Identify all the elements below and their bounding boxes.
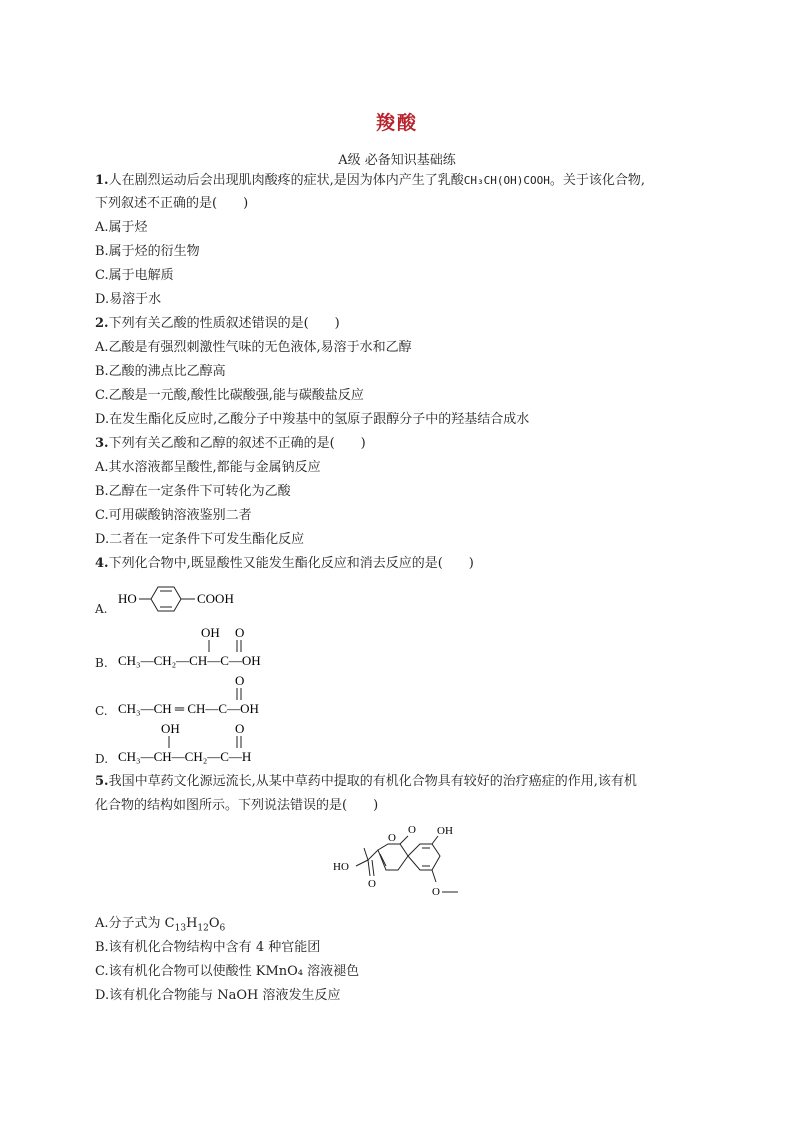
q4-option-d-label: D. [95, 752, 109, 766]
carbonyl-oxygen-label: O [235, 673, 245, 688]
double-bond-line [368, 860, 370, 876]
bond-line [368, 850, 378, 860]
q5-option-a-text-o: O [208, 916, 220, 931]
q1-option-a: A.属于烃 [95, 220, 148, 235]
carboxyl-label: COOH [197, 591, 234, 606]
carbonyl-oxygen-label: O [235, 625, 245, 640]
q1-option-c: C.属于电解质 [95, 268, 174, 283]
pyranone-ring [378, 844, 408, 870]
ring-double-bond [380, 854, 386, 866]
q2-option-b: B.乙酸的沸点比乙醇高 [95, 364, 226, 379]
q5-stem-line1 [95, 773, 637, 791]
q3-option-a: A.其水溶液都呈酸性,都能与金属钠反应 [95, 460, 321, 475]
hydroxy-label: OH [161, 721, 180, 736]
q3-option-c: C.可用碳酸钠溶液鉴别二者 [95, 508, 252, 523]
q4-stem-text: 下列化合物中,既显酸性又能发生酯化反应和消去反应的是( ) [108, 556, 474, 571]
methyl-bond [364, 848, 368, 860]
q2-number: 2. [95, 316, 109, 331]
q4-option-b-label: B. [95, 656, 108, 670]
q4-option-a-label: A. [95, 602, 108, 616]
q4-option-c-structure [115, 672, 315, 718]
q4-stem [95, 555, 474, 573]
bond-line [432, 870, 436, 882]
q5-option-a [95, 915, 225, 938]
acid-hydroxy-label: HO [333, 861, 349, 873]
q1-stem-line2: 下列叙述不正确的是( ) [95, 196, 249, 211]
q1-stem-text-a: 人在剧烈运动后会出现肌肉酸疼的症状,是因为体内产生了乳酸 [108, 173, 464, 188]
bond-line [432, 836, 438, 844]
q5-option-a-text-h: H [186, 916, 198, 931]
main-chain-label: CH₃—CH ═ CH—C—OH [118, 701, 259, 716]
q5-option-c: C.该有机化合物可以使酸性 KMnO₄ 溶液褪色 [95, 964, 360, 979]
page-title: 羧酸 [375, 112, 418, 134]
q4-option-a-structure [115, 582, 255, 618]
carbonyl-oxygen-label: O [408, 824, 416, 836]
q1-stem-line1 [95, 172, 645, 190]
q1-number: 1. [95, 173, 109, 188]
carbonyl-oxygen-label: O [235, 721, 245, 736]
q3-stem [95, 435, 366, 453]
q4-option-d-structure [115, 720, 315, 766]
q5-option-b: B.该有机化合物结构中含有 4 种官能团 [95, 940, 321, 955]
ring-oxygen-label: O [388, 832, 396, 844]
q2-option-d: D.在发生酯化反应时,乙酸分子中羧基中的氢原子跟醇分子中的羟基结合成水 [95, 412, 530, 427]
main-chain-label: CH₃—CH₂—CH—C—OH [118, 653, 261, 668]
subscript-hydrogen: 12 [197, 923, 209, 934]
q5-option-a-text: A.分子式为 C [95, 916, 175, 931]
subscript-carbon: 13 [174, 923, 187, 934]
subscript-oxygen: 6 [219, 923, 226, 934]
q3-option-d: D.二者在一定条件下可发生酯化反应 [95, 532, 305, 547]
q2-option-a: A.乙酸是有强烈刺激性气味的无色液体,易溶于水和乙醇 [95, 340, 412, 355]
q5-structure-diagram [328, 820, 478, 904]
q5-stem-text-a: 我国中草药文化源远流长,从某中草药中提取的有机化合物具有较好的治疗癌症的作用,该有机 [108, 774, 637, 789]
q4-number: 4. [95, 556, 109, 571]
double-bond-line [372, 860, 374, 876]
acid-carbonyl-label: O [368, 878, 376, 890]
bond-line [400, 836, 408, 844]
q1-option-d: D.易溶于水 [95, 292, 162, 307]
main-chain-label: CH₃—CH—CH₂—C—H [118, 749, 252, 764]
q5-number: 5. [95, 774, 109, 789]
q4-option-c-label: C. [95, 704, 108, 718]
q1-option-b: B.属于烃的衍生物 [95, 244, 200, 259]
hydroxy-label: OH [437, 825, 453, 837]
q4-option-b-structure [115, 624, 315, 670]
hydroxy-label: HO [118, 591, 137, 606]
q3-number: 3. [95, 436, 109, 451]
q2-option-c: C.乙酸是一元酸,酸性比碳酸强,能与碳酸盐反应 [95, 388, 364, 403]
q5-option-d: D.该有机化合物能与 NaOH 溶液发生反应 [95, 988, 341, 1003]
q5-stem-line2: 化合物的结构如图所示。下列说法错误的是( ) [95, 798, 379, 813]
section-heading: A级 必备知识基础练 [338, 153, 456, 168]
q2-stem-text: 下列有关乙酸的性质叙述错误的是( ) [108, 316, 340, 331]
q3-stem-text: 下列有关乙酸和乙醇的叙述不正确的是( ) [108, 436, 366, 451]
q2-stem [95, 315, 340, 333]
hydroxy-label: OH [201, 625, 220, 640]
ether-oxygen-label: O [432, 886, 440, 898]
q3-option-b: B.乙醇在一定条件下可转化为乙酸 [95, 484, 291, 499]
q1-formula: CH₃CH(OH)COOH [463, 174, 550, 187]
bond-line [356, 860, 368, 866]
q1-stem-text-b: 。关于该化合物, [549, 173, 645, 188]
